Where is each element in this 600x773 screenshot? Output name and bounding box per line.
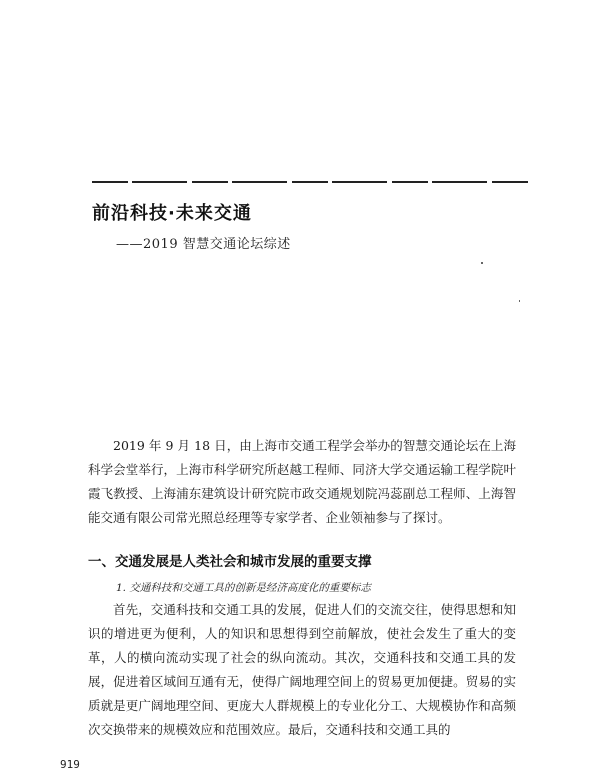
section-subheading: 1. 交通科技和交通工具的创新是经济高度化的重要标志 bbox=[116, 582, 371, 594]
scan-speck bbox=[519, 300, 520, 302]
section-heading: 一、交通发展是人类社会和城市发展的重要支撑 bbox=[88, 554, 372, 570]
intro-paragraph-block bbox=[88, 434, 516, 530]
scan-speck bbox=[481, 262, 483, 264]
article-subtitle: ——2019 智慧交通论坛综述 bbox=[116, 237, 291, 252]
header-rule bbox=[92, 181, 530, 183]
section-paragraph-block bbox=[88, 598, 516, 742]
section-paragraph: 首先，交通科技和交通工具的发展，促进人们的交流交往，使得思想和知识的增进更为便利，人的知识和思想得到空前解放，使社会发生了重大的变革，人的横向流动实现了社会的纵向流动。其次，交通科技和交通工具的发展，促进着区域间互通有无，使得广阔地理空间上的贸易更加便捷。贸易的实质就是更广阔地理空间、更庞大人群规模上的专业化分工、大规模协作和高频次交换带来的规模效应和范围效应。最后，交通科技和交通工具的 bbox=[88, 602, 516, 737]
article-title: 前沿科技·未来交通 bbox=[92, 203, 252, 224]
page-number: 919 bbox=[60, 758, 80, 771]
intro-paragraph: 2019 年 9 月 18 日，由上海市交通工程学会举办的智慧交通论坛在上海科学会堂举行，上海市科学研究所赵越工程师、同济大学交通运输工程学院叶霞飞教授、上海浦东建筑设计研究院市政交通规划院冯蕊副总工程师、上海智能交通有限公司常光照总经理等专家学者、企业领袖参与了探讨。 bbox=[88, 438, 516, 525]
